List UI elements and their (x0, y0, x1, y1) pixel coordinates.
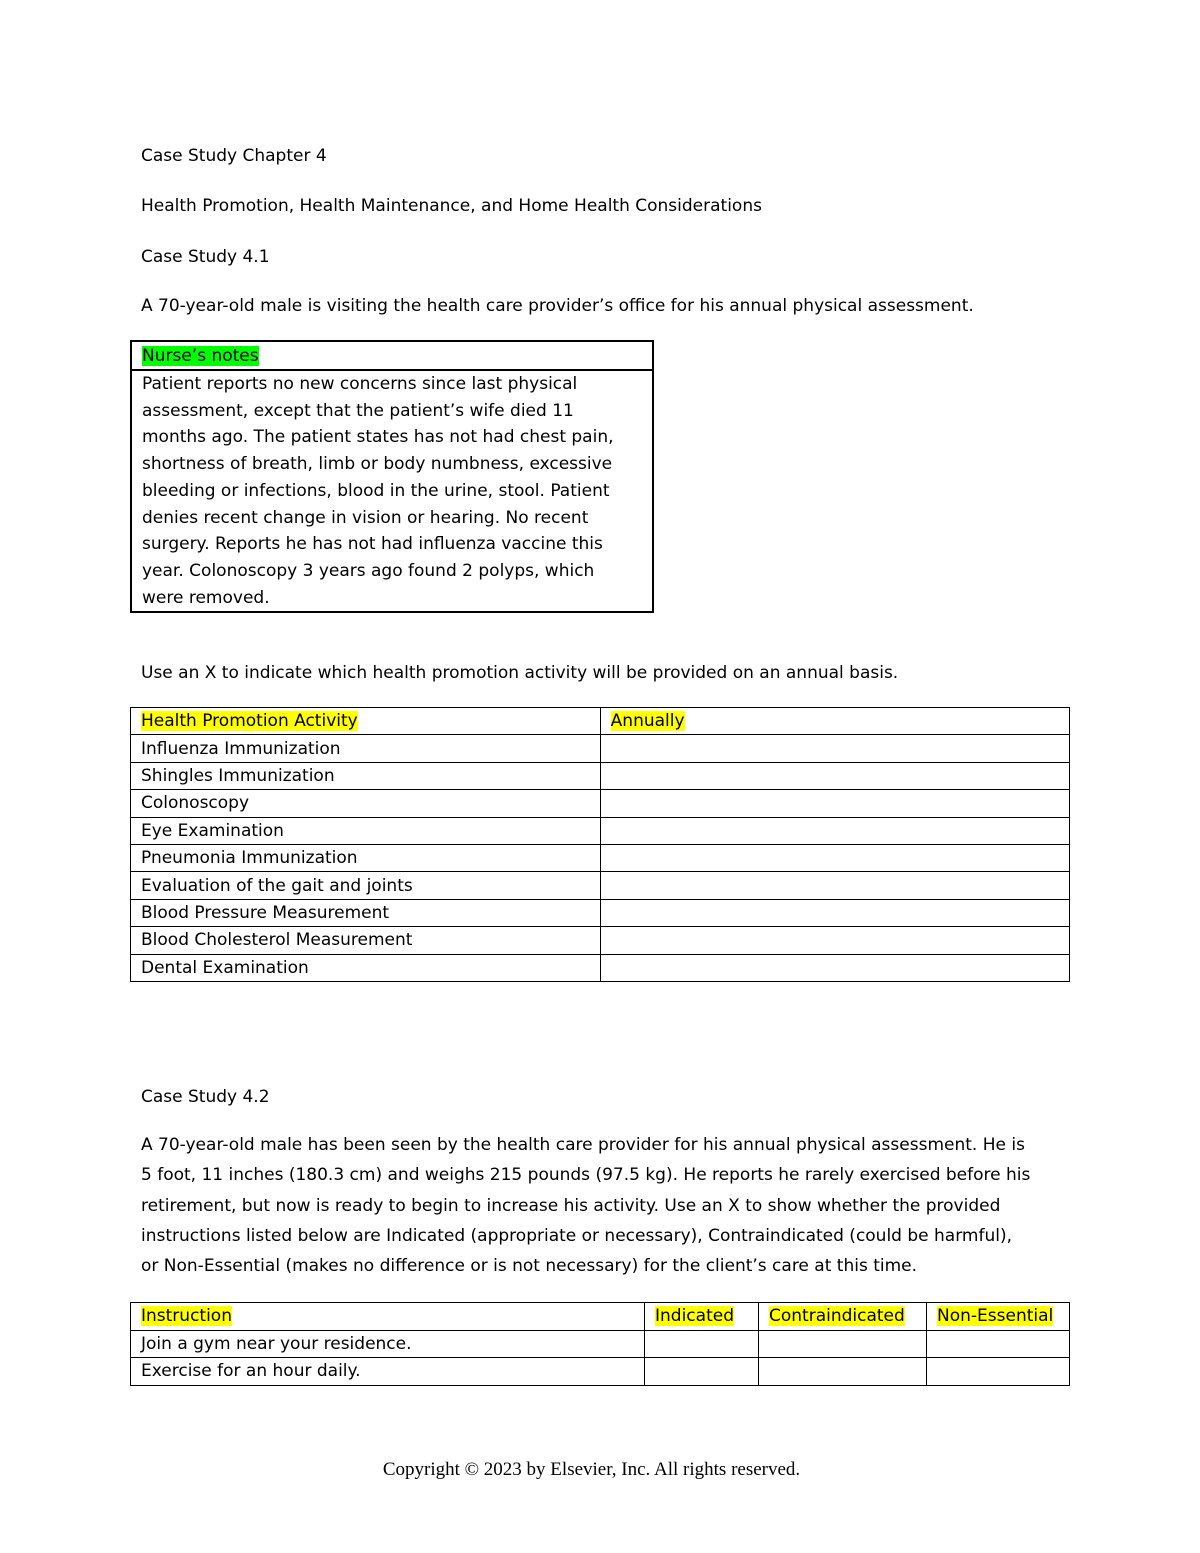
instruction-cell: Join a gym near your residence. (131, 1330, 645, 1358)
activity-cell: Blood Cholesterol Measurement (131, 927, 601, 954)
table-row (131, 954, 1070, 981)
indicated-answer-cell[interactable] (645, 1330, 759, 1358)
nurses-notes-table (130, 340, 654, 613)
notes-line: surgery. Reports he has not had influenza vaccine this (142, 534, 603, 555)
table-row (131, 844, 1070, 871)
activity-cell: Pneumonia Immunization (131, 844, 601, 871)
activity-cell: Shingles Immunization (131, 762, 601, 789)
header-cell (600, 708, 1069, 735)
activity-cell: Colonoscopy (131, 790, 601, 817)
contraindicated-answer-cell[interactable] (759, 1330, 927, 1358)
notes-line: Patient reports no new concerns since last physical (142, 374, 578, 394)
health-promotion-table (130, 707, 1070, 982)
activity-cell: Eye Examination (131, 817, 601, 844)
case-study-2-paragraph (141, 1130, 1061, 1281)
annually-answer-cell[interactable] (600, 735, 1069, 762)
case-study-1-intro: A 70-year-old male is visiting the health care provider’s office for his annual physical assessment. (141, 296, 974, 316)
annually-answer-cell[interactable] (600, 954, 1069, 981)
paragraph-line: or Non-Essential (makes no difference or is not necessary) for the client’s care at this time. (141, 1256, 918, 1277)
header-annually: Annually (610, 711, 685, 732)
paragraph-line: A 70-year-old male has been seen by the health care provider for his annual physical assessment. He is (141, 1135, 1025, 1155)
activity-cell: Evaluation of the gait and joints (131, 872, 601, 899)
nurses-notes-header: Nurse’s notes (142, 345, 259, 366)
table-row (131, 927, 1070, 954)
annually-answer-cell[interactable] (600, 844, 1069, 871)
activity-cell: Dental Examination (131, 954, 601, 981)
annually-answer-cell[interactable] (600, 899, 1069, 926)
table-row (131, 817, 1070, 844)
nurses-notes-header-cell (131, 341, 653, 370)
notes-line: months ago. The patient states has not had chest pain, (142, 427, 614, 448)
copyright-footer: Copyright © 2023 by Elsevier, Inc. All rights reserved. (382, 1459, 801, 1480)
notes-line: shortness of breath, limb or body numbness, excessive (142, 454, 613, 475)
header-indicated: Indicated (655, 1306, 734, 1327)
paragraph-line: instructions listed below are Indicated (appropriate or necessary), Contraindicated (could be harmful), (141, 1225, 1012, 1246)
header-instruction: Instruction (141, 1306, 232, 1327)
annually-answer-cell[interactable] (600, 790, 1069, 817)
paragraph-line: retirement, but now is ready to begin to increase his activity. Use an X to show whether the provided (141, 1195, 1001, 1216)
activity-cell: Blood Pressure Measurement (131, 899, 601, 926)
notes-line: were removed. (142, 587, 270, 608)
document-subtitle: Health Promotion, Health Maintenance, and Home Health Considerations (141, 196, 762, 216)
non-essential-answer-cell[interactable] (927, 1330, 1070, 1358)
document-title: Case Study Chapter 4 (141, 146, 327, 166)
paragraph-line: 5 foot, 11 inches (180.3 cm) and weighs 215 pounds (97.5 kg). He reports he rarely exercised before his (141, 1165, 1031, 1186)
contraindicated-answer-cell[interactable] (759, 1358, 927, 1386)
table-row (131, 1330, 1070, 1358)
annually-answer-cell[interactable] (600, 872, 1069, 899)
table-row (131, 899, 1070, 926)
case-study-1-instruction: Use an X to indicate which health promotion activity will be provided on an annual basis. (141, 663, 899, 683)
indicated-answer-cell[interactable] (645, 1358, 759, 1386)
case-study-2-heading: Case Study 4.2 (141, 1087, 270, 1107)
table-row (131, 735, 1070, 762)
table-header-row (131, 708, 1070, 735)
table-row (131, 1358, 1070, 1386)
annually-answer-cell[interactable] (600, 927, 1069, 954)
annually-answer-cell[interactable] (600, 762, 1069, 789)
instruction-cell: Exercise for an hour daily. (131, 1358, 645, 1386)
header-activity: Health Promotion Activity (141, 711, 358, 732)
table-row (131, 872, 1070, 899)
header-cell (645, 1303, 759, 1331)
notes-line: denies recent change in vision or hearing. No recent (142, 507, 589, 528)
notes-line: bleeding or infections, blood in the urine, stool. Patient (142, 480, 610, 501)
header-contraindicated: Contraindicated (769, 1306, 905, 1327)
table-row (131, 790, 1070, 817)
annually-answer-cell[interactable] (600, 817, 1069, 844)
instruction-table (130, 1302, 1070, 1386)
header-cell (927, 1303, 1070, 1331)
table-row (131, 762, 1070, 789)
table-header-row (131, 1303, 1070, 1331)
nurses-notes-body (131, 370, 653, 612)
header-non-essential: Non-Essential (937, 1306, 1054, 1327)
header-cell (759, 1303, 927, 1331)
notes-line: assessment, except that the patient’s wife died 11 (142, 400, 574, 421)
activity-cell: Influenza Immunization (131, 735, 601, 762)
header-cell (131, 708, 601, 735)
header-cell (131, 1303, 645, 1331)
case-study-1-heading: Case Study 4.1 (141, 247, 270, 267)
non-essential-answer-cell[interactable] (927, 1358, 1070, 1386)
notes-line: year. Colonoscopy 3 years ago found 2 polyps, which (142, 560, 595, 581)
